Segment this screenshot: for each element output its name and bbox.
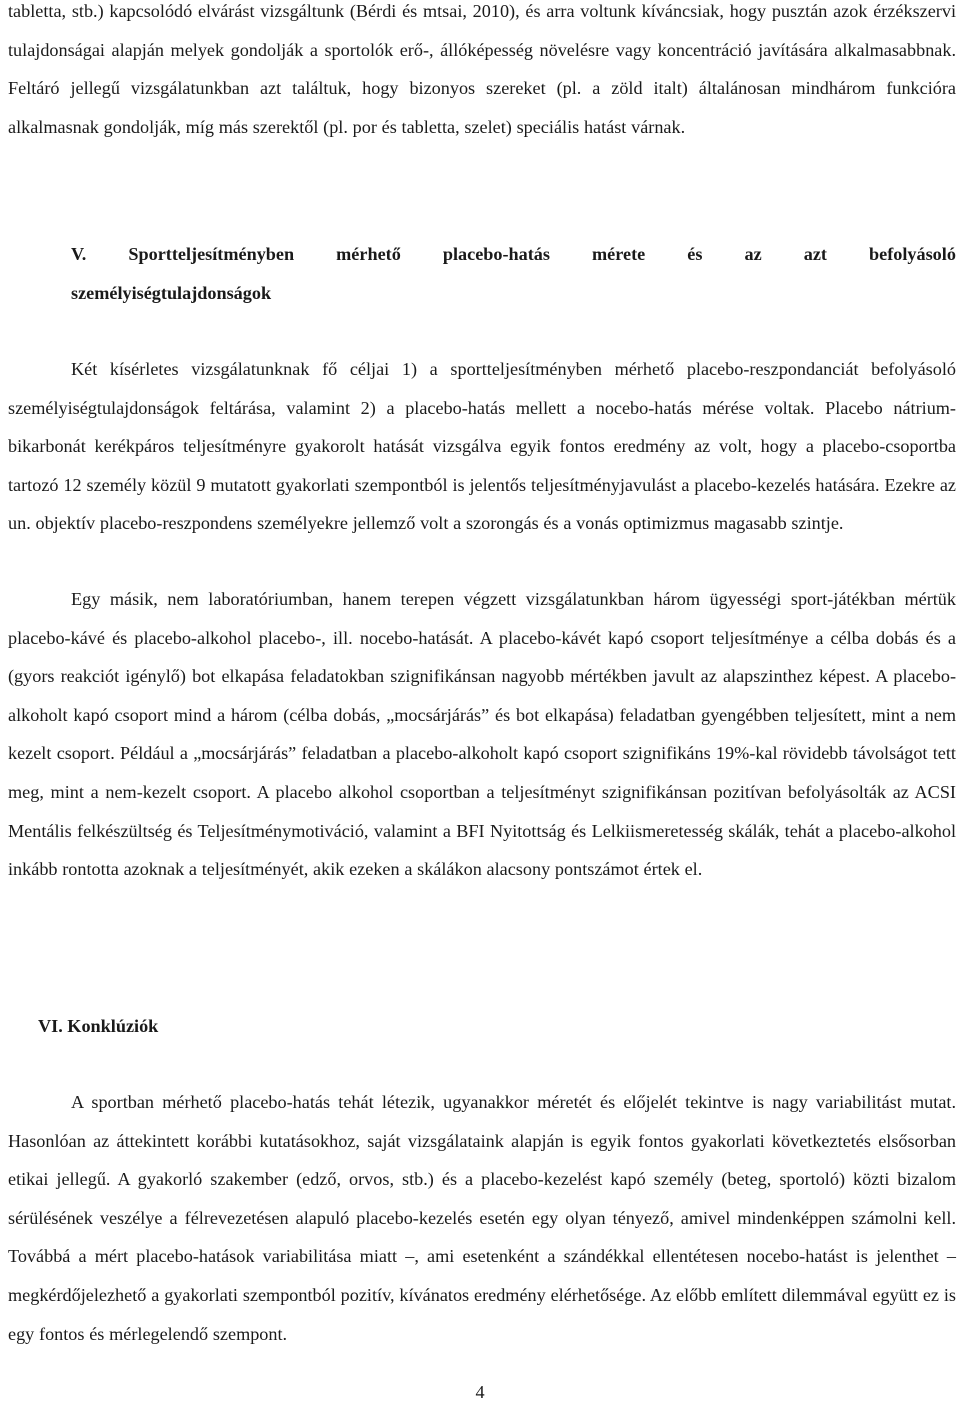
heading-word: és <box>687 244 703 264</box>
heading-word: azt <box>803 244 827 264</box>
heading-word: mérete <box>592 244 646 264</box>
paragraph-experiments: Két kísérletes vizsgálatunknak fő céljai 1) a sportteljesítményben mérhető placebo-reszpondanciát befolyásoló személyiségtulajdonságok feltárása, valamint 2) a placebo-hatás mellett a nocebo-hatás mérése voltak. Placebo nátrium-bikarbonát kerékpáros teljesítményre gyakorolt hatását vizsgálva egyik fontos eredmény az volt, hogy a placebo-csoportba tartozó 12 személy közül 9 mutatott gyakorlati szempontból is jelentős teljesítményjavulást a placebo-kezelés hatására. Ezekre az un. objektív placebo-reszpondens személyekre jellemző volt a szorongás és a vonás optimizmus magasabb szintje. <box>8 359 956 534</box>
paragraph-field-study: Egy másik, nem laboratóriumban, hanem terepen végzett vizsgálatunkban három ügyességi sport-játékban mértük placebo-kávé és placebo-alkohol placebo-, ill. nocebo-hatását. A placebo-kávét kapó csoport teljesítménye a célba dobás és a (gyors reakciót igénylő) bot elkapása feladatokban szignifikánsan nagyobb mértékben javult az alapszinthez képest. A placebo-alkoholt kapó csoport mind a három (célba dobás, „mocsárjárás” és bot elkapása) feladatban gyengébben teljesített, mint a nem kezelt csoport. Például a „mocsárjárás” feladatban a placebo-alkoholt kapó csoport szignifikáns 19%-kal rövidebb távolságot tett meg, mint a nem-kezelt csoport. A placebo alkohol csoportban a teljesítményt szignifikánsan pozitívan befolyásolták az ACSI Mentális felkészültség és Teljesítménymotiváció, valamint a BFI Nyitottság és Lelkiismeretesség skálák, tehát a placebo-alkohol inkább rontotta azoknak a teljesítményét, akik ezeken a skálákon alacsony pontszámot értek el. <box>8 589 956 880</box>
section-heading-5-line2: személyiségtulajdonságok <box>71 282 272 303</box>
section-heading-5 <box>8 235 956 312</box>
page-number: 4 <box>475 1382 485 1402</box>
section-heading-conclusions: VI. Konklúziók <box>38 1016 159 1036</box>
heading-word: mérhető <box>336 244 401 264</box>
section-heading-5-line1 <box>8 235 956 274</box>
heading-word: placebo-hatás <box>442 244 550 264</box>
heading-word: befolyásoló <box>869 244 956 264</box>
heading-word: Sportteljesítményben <box>128 244 295 264</box>
paragraph-conclusions: A sportban mérhető placebo-hatás tehát létezik, ugyanakkor méretét és előjelét tekintve is nagy variabilitást mutat. Hasonlóan az áttekintett korábbi kutatásokhoz, saját vizsgálataink alapján is egyik fontos gyakorlati következtetés elsősorban etikai jellegű. A gyakorló szakember (edző, orvos, stb.) és a placebo-kezelést kapó személy (beteg, sportoló) közti bizalom sérülésének veszélye a félrevezetésen alapuló placebo-kezelés esetén egy olyan tényező, amivel mindenképpen számolni kell. Továbbá a mért placebo-hatások variabilitása miatt –, ami esetenként a szándékkal ellentétesen nocebo-hatást is jelenthet – megkérdőjelezhető a gyakorlati szempontból pozitív, kívánatos eredmény elérhetősége. Az előbb említett dilemmával együtt ez is egy fontos és mérlegelendő szempont. <box>8 1092 956 1344</box>
heading-word: V. <box>71 244 87 264</box>
heading-word: az <box>744 244 762 264</box>
paragraph-intro-continuation: tabletta, stb.) kapcsolódó elvárást vizsgáltunk (Bérdi és mtsai, 2010), és arra voltunk kíváncsiak, hogy pusztán azok érzékszervi tulajdonságai alapján melyek gondolják a sportolók erő-, állóképesség növelésre vagy koncentráció javítására alkalmasabbnak. Feltáró jellegű vizsgálatunkban azt találtuk, hogy bizonyos szereket (pl. a zöld italt) általánosan mindhárom funkcióra alkalmasnak gondolják, míg más szerektől (pl. por és tabletta, szelet) speciális hatást várnak. <box>8 1 956 137</box>
